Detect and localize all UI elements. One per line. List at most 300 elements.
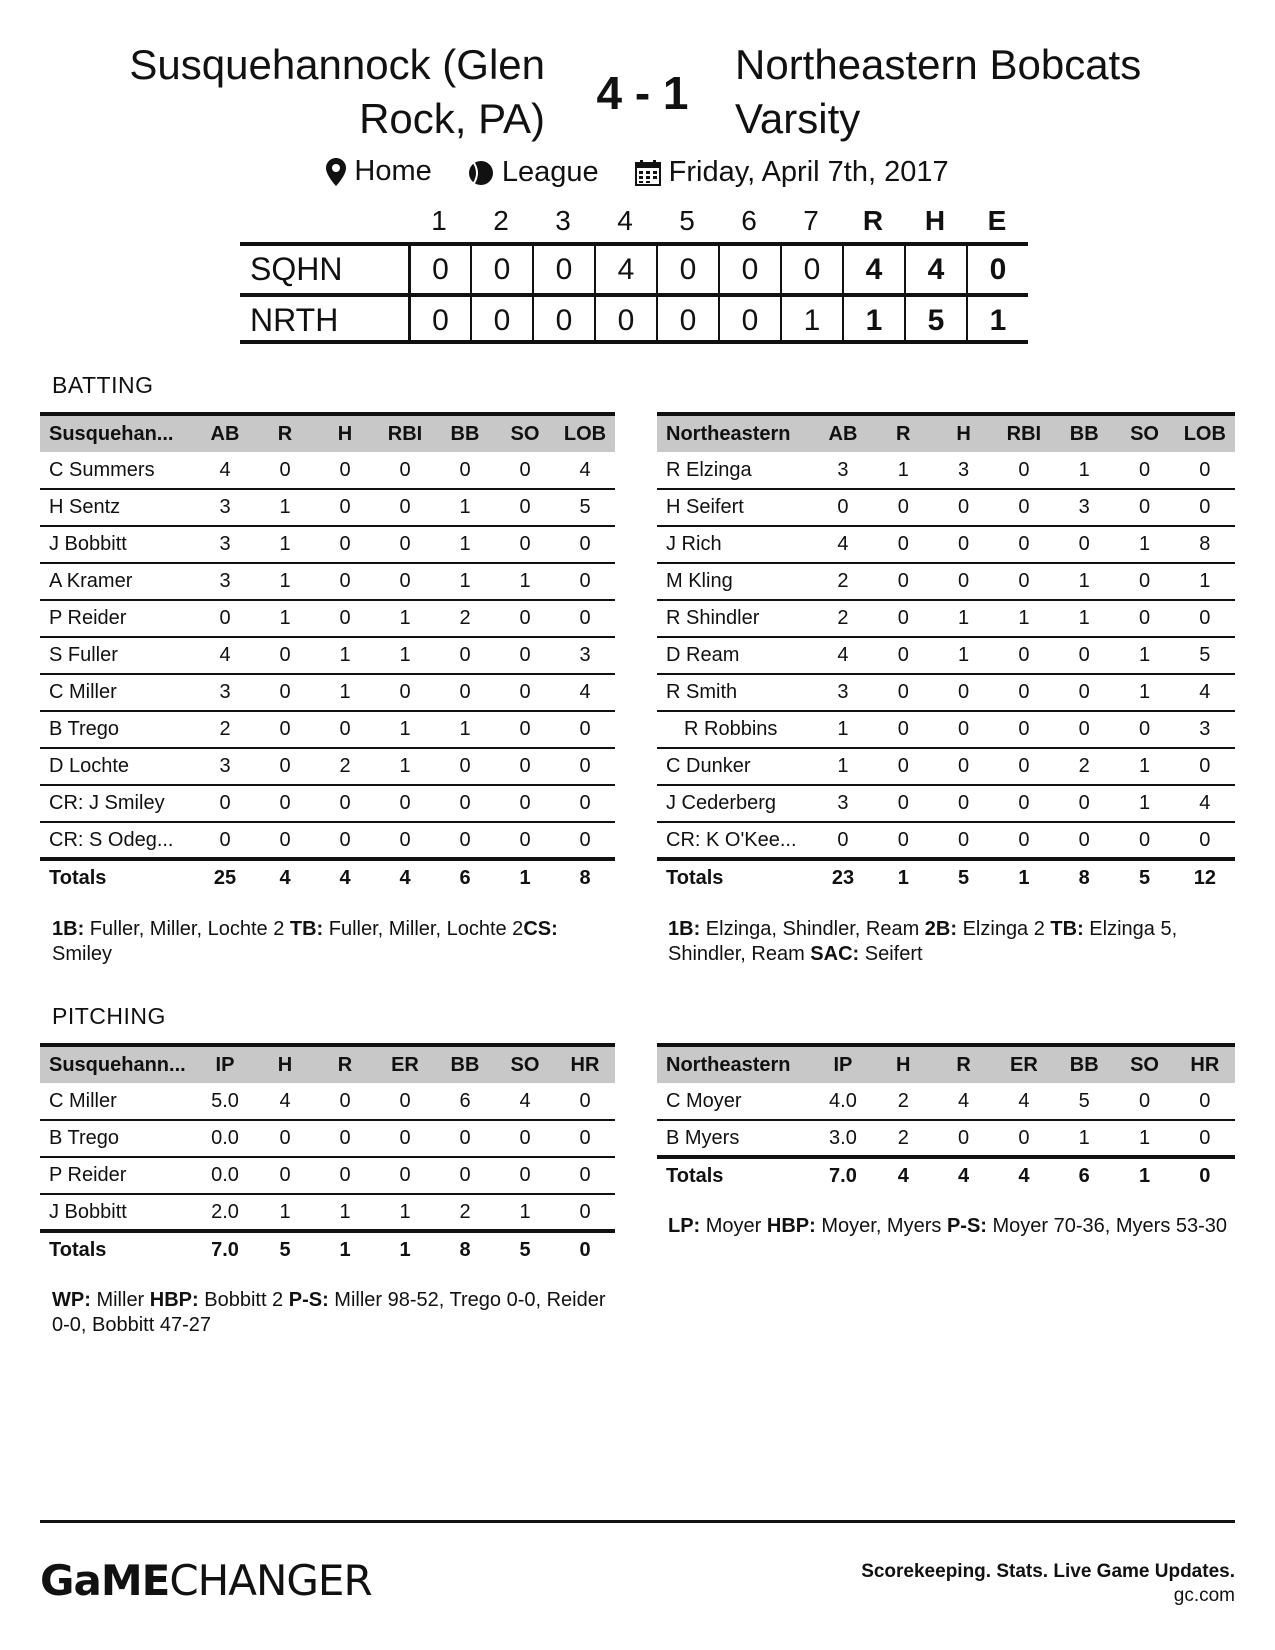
table-header-row — [40, 414, 615, 452]
note-label: SAC: — [810, 943, 860, 965]
errors-header: E — [987, 205, 1007, 236]
stat-cell: 0 — [994, 1120, 1054, 1157]
stat-cell: 0 — [1054, 711, 1114, 748]
stat-cell: 4 — [195, 452, 255, 489]
inning-header: 1 — [431, 205, 447, 236]
game-meta — [0, 155, 1275, 194]
stat-column-header: LOB — [555, 414, 615, 452]
stat-cell: 1 — [255, 489, 315, 526]
note-text: Moyer — [700, 1215, 767, 1237]
total-cell: 1 — [315, 1231, 375, 1268]
total-cell: 5 — [495, 1231, 555, 1268]
table-header-row — [657, 414, 1235, 452]
stat-column-header: LOB — [1175, 414, 1235, 452]
errors-total: 1 — [966, 297, 1028, 340]
stat-column-header: HR — [555, 1045, 615, 1083]
stat-cell: 0 — [495, 526, 555, 563]
stat-cell: 3 — [195, 748, 255, 785]
note-label: CS: — [523, 918, 558, 940]
stat-cell: 0 — [555, 785, 615, 822]
runs-total: 4 — [842, 246, 904, 293]
stat-cell: 2 — [813, 563, 873, 600]
stat-cell: 0 — [933, 489, 993, 526]
baseball-icon — [468, 160, 494, 186]
player-row — [40, 1083, 615, 1120]
stat-cell: 1 — [1114, 526, 1174, 563]
stat-cell: 0 — [315, 1157, 375, 1194]
player-row — [40, 711, 615, 748]
total-cell: 4 — [994, 1157, 1054, 1194]
stat-cell: 3 — [1054, 489, 1114, 526]
stat-cell: 0 — [1175, 600, 1235, 637]
total-cell: 4 — [933, 1157, 993, 1194]
totals-row — [657, 859, 1235, 896]
stat-cell: 0 — [873, 822, 933, 859]
stat-cell: 0 — [495, 452, 555, 489]
note-text: Moyer 70-36, Myers 53-30 — [986, 1215, 1228, 1237]
stat-cell: 0 — [813, 489, 873, 526]
player-name: C Moyer — [657, 1083, 813, 1120]
stat-cell: 0 — [933, 1120, 993, 1157]
stat-column-header: BB — [435, 414, 495, 452]
stat-cell: 2 — [873, 1083, 933, 1120]
total-cell: 0 — [555, 1231, 615, 1268]
player-row — [657, 674, 1235, 711]
stat-cell: 0 — [873, 526, 933, 563]
player-name: R Robbins — [657, 711, 813, 748]
pitching-notes-home — [668, 1214, 1233, 1239]
note-text: Moyer, Myers — [815, 1215, 947, 1237]
stat-cell: 0 — [375, 1120, 435, 1157]
stat-cell: 0 — [994, 785, 1054, 822]
stat-column-header: ER — [994, 1045, 1054, 1083]
player-row — [657, 1083, 1235, 1120]
total-cell: 8 — [1054, 859, 1114, 896]
stat-cell: 1 — [495, 1194, 555, 1231]
total-cell: 4 — [255, 859, 315, 896]
team-column-header: Susquehan... — [40, 414, 195, 452]
batting-notes-away — [52, 917, 612, 967]
stat-column-header: R — [933, 1045, 993, 1083]
stat-cell: 0 — [555, 1194, 615, 1231]
stat-cell: 1 — [375, 748, 435, 785]
note-label: HBP: — [149, 1289, 199, 1311]
stat-cell: 0 — [994, 822, 1054, 859]
stat-cell: 0 — [555, 600, 615, 637]
stat-cell: 3 — [195, 563, 255, 600]
stat-cell: 0 — [1175, 452, 1235, 489]
team-abbr: NRTH — [250, 302, 339, 338]
stat-cell: 0 — [873, 748, 933, 785]
player-row — [40, 489, 615, 526]
player-row — [657, 526, 1235, 563]
stat-cell: 1 — [375, 711, 435, 748]
player-name: CR: J Smiley — [40, 785, 195, 822]
date-info: Friday, April 7th, 2017 — [635, 156, 949, 189]
stat-cell: 0 — [495, 711, 555, 748]
table-header-row — [657, 1045, 1235, 1083]
stat-cell: 2 — [195, 711, 255, 748]
batting-table-away — [40, 412, 615, 896]
player-row — [40, 785, 615, 822]
stat-cell: 1 — [435, 489, 495, 526]
errors-total: 0 — [966, 246, 1028, 293]
stat-column-header: H — [873, 1045, 933, 1083]
stat-column-header: R — [255, 414, 315, 452]
total-cell: 8 — [555, 859, 615, 896]
stat-cell: 0 — [435, 452, 495, 489]
note-label: P-S: — [946, 1215, 987, 1237]
table-header-row — [40, 1045, 615, 1083]
stat-cell: 1 — [435, 563, 495, 600]
stat-column-header: RBI — [375, 414, 435, 452]
stat-column-header: RBI — [994, 414, 1054, 452]
note-label: 2B: — [924, 918, 958, 940]
stat-cell: 0 — [1054, 637, 1114, 674]
stat-cell: 1 — [495, 563, 555, 600]
player-row — [40, 674, 615, 711]
hits-total: 4 — [904, 246, 966, 293]
batting-title: BATTING — [52, 372, 154, 398]
stat-column-header: BB — [1054, 1045, 1114, 1083]
stat-cell: 0 — [1114, 489, 1174, 526]
stat-cell: 3.0 — [813, 1120, 873, 1157]
stat-cell: 0 — [435, 748, 495, 785]
stat-cell: 0 — [994, 637, 1054, 674]
hits-header: H — [924, 205, 946, 236]
total-cell: 4 — [873, 1157, 933, 1194]
totals-label: Totals — [657, 1157, 813, 1194]
runs-header: R — [862, 205, 884, 236]
stat-cell: 0 — [933, 748, 993, 785]
team-column-header: Susquehann... — [40, 1045, 195, 1083]
stat-cell: 0 — [994, 748, 1054, 785]
player-row — [40, 526, 615, 563]
stat-cell: 0 — [1175, 489, 1235, 526]
stat-cell: 0 — [255, 711, 315, 748]
stat-cell: 0 — [375, 452, 435, 489]
stat-cell: 0 — [255, 452, 315, 489]
stat-cell: 0 — [255, 1120, 315, 1157]
note-label: WP: — [52, 1289, 91, 1311]
player-name: H Seifert — [657, 489, 813, 526]
stat-cell: 0 — [375, 526, 435, 563]
stat-cell: 0 — [315, 822, 375, 859]
player-row — [657, 1120, 1235, 1157]
stat-cell: 0 — [555, 822, 615, 859]
pitching-notes-away — [52, 1288, 622, 1338]
stat-cell: 1 — [813, 748, 873, 785]
stat-cell: 0 — [1054, 674, 1114, 711]
total-cell: 1 — [495, 859, 555, 896]
hits-total: 5 — [904, 297, 966, 340]
total-cell: 12 — [1175, 859, 1235, 896]
stat-column-header: R — [873, 414, 933, 452]
stat-cell: 0 — [255, 674, 315, 711]
stat-cell: 0 — [315, 452, 375, 489]
stat-cell: 2 — [873, 1120, 933, 1157]
stat-cell: 1 — [1054, 452, 1114, 489]
stat-cell: 0 — [1114, 600, 1174, 637]
player-row — [657, 822, 1235, 859]
totals-label: Totals — [657, 859, 813, 896]
player-name: D Ream — [657, 637, 813, 674]
stat-column-header: BB — [1054, 414, 1114, 452]
game-header — [0, 38, 1275, 148]
batting-notes-home — [668, 917, 1233, 967]
total-cell: 6 — [435, 859, 495, 896]
player-name: C Miller — [40, 674, 195, 711]
player-name: CR: S Odeg... — [40, 822, 195, 859]
stat-column-header: HR — [1175, 1045, 1235, 1083]
stat-cell: 1 — [375, 637, 435, 674]
player-name: B Trego — [40, 1120, 195, 1157]
stat-cell: 0 — [495, 785, 555, 822]
stat-cell: 5 — [1054, 1083, 1114, 1120]
stat-cell: 1 — [1054, 600, 1114, 637]
stat-cell: 1 — [315, 637, 375, 674]
player-row — [40, 637, 615, 674]
final-score: 4 - 1 — [596, 67, 689, 119]
total-cell: 5 — [933, 859, 993, 896]
stat-cell: 1 — [435, 526, 495, 563]
stat-cell: 1 — [1114, 1120, 1174, 1157]
player-row — [40, 1194, 615, 1231]
stat-cell: 1 — [255, 526, 315, 563]
stat-cell: 1 — [255, 563, 315, 600]
stat-cell: 1 — [315, 1194, 375, 1231]
note-text: Elzinga 2 — [957, 918, 1051, 940]
player-name: D Lochte — [40, 748, 195, 785]
stat-cell: 4 — [255, 1083, 315, 1120]
stat-cell: 2 — [315, 748, 375, 785]
player-row — [40, 822, 615, 859]
stat-cell: 4 — [813, 637, 873, 674]
totals-label: Totals — [40, 1231, 195, 1268]
pitching-table-away — [40, 1043, 615, 1268]
note-text: Fuller, Miller, Lochte 2 — [84, 918, 290, 940]
stat-cell: 1 — [375, 1194, 435, 1231]
player-name: P Reider — [40, 1157, 195, 1194]
total-cell: 1 — [1114, 1157, 1174, 1194]
stat-cell: 0 — [1114, 563, 1174, 600]
note-text: Miller 98-52, Trego 0-0, Reider 0-0, Bobbitt 47-27 — [52, 1289, 606, 1336]
stat-cell: 0 — [1175, 1083, 1235, 1120]
player-row — [40, 1157, 615, 1194]
note-label: LP: — [668, 1215, 701, 1237]
stat-cell: 0 — [873, 489, 933, 526]
player-name: C Summers — [40, 452, 195, 489]
stat-cell: 0 — [994, 452, 1054, 489]
player-name: B Myers — [657, 1120, 813, 1157]
stat-cell: 0 — [873, 674, 933, 711]
stat-cell: 3 — [195, 526, 255, 563]
stat-cell: 0 — [555, 1157, 615, 1194]
batting-table-home — [657, 412, 1235, 896]
stat-column-header: H — [933, 414, 993, 452]
stat-cell: 0.0 — [195, 1120, 255, 1157]
stat-cell: 0 — [195, 785, 255, 822]
stat-cell: 0 — [495, 600, 555, 637]
location-pin-icon — [326, 158, 346, 186]
stat-cell: 0 — [933, 822, 993, 859]
linescore-header — [240, 200, 1028, 242]
stat-column-header: AB — [195, 414, 255, 452]
player-row — [40, 600, 615, 637]
stat-cell: 0 — [195, 822, 255, 859]
player-name: C Dunker — [657, 748, 813, 785]
inning-header: 6 — [741, 205, 757, 236]
stat-column-header: H — [315, 414, 375, 452]
stat-cell: 0 — [495, 748, 555, 785]
stat-cell: 0 — [375, 489, 435, 526]
stat-cell: 0 — [933, 563, 993, 600]
player-name: R Smith — [657, 674, 813, 711]
footer-tagline: Scorekeeping. Stats. Live Game Updates. gc.com — [861, 1561, 1235, 1606]
inning-header: 3 — [555, 205, 571, 236]
totals-row — [657, 1157, 1235, 1194]
stat-cell: 1 — [1054, 563, 1114, 600]
stat-cell: 0 — [994, 563, 1054, 600]
player-row — [657, 748, 1235, 785]
stat-cell: 1 — [933, 637, 993, 674]
stat-cell: 4 — [555, 674, 615, 711]
linescore-row-home: NRTH 0 0 0 0 0 0 1 1 5 1 — [240, 293, 1028, 344]
stat-cell: 8 — [1175, 526, 1235, 563]
total-cell: 6 — [1054, 1157, 1114, 1194]
player-name: J Bobbitt — [40, 526, 195, 563]
stat-cell: 1 — [1114, 637, 1174, 674]
stat-column-header: IP — [813, 1045, 873, 1083]
note-label: P-S: — [288, 1289, 329, 1311]
stat-cell: 0 — [495, 674, 555, 711]
stat-cell: 0 — [1175, 822, 1235, 859]
pitching-table-home — [657, 1043, 1235, 1194]
stat-cell: 4 — [933, 1083, 993, 1120]
stat-cell: 2 — [813, 600, 873, 637]
stat-cell: 3 — [555, 637, 615, 674]
stat-cell: 4 — [813, 526, 873, 563]
inning-header: 5 — [679, 205, 695, 236]
total-cell: 7.0 — [195, 1231, 255, 1268]
player-name: H Sentz — [40, 489, 195, 526]
stat-cell: 0 — [555, 563, 615, 600]
stat-cell: 1 — [255, 600, 315, 637]
stat-cell: 4 — [1175, 674, 1235, 711]
runs-total: 1 — [842, 297, 904, 340]
stat-cell: 6 — [435, 1083, 495, 1120]
stat-cell: 0 — [315, 526, 375, 563]
stat-cell: 0 — [195, 600, 255, 637]
stat-cell: 3 — [195, 674, 255, 711]
note-label: TB: — [1050, 918, 1084, 940]
stat-column-header: BB — [435, 1045, 495, 1083]
stat-cell: 3 — [813, 452, 873, 489]
stat-cell: 0 — [555, 711, 615, 748]
stat-cell: 1 — [435, 711, 495, 748]
stat-cell: 0 — [555, 1083, 615, 1120]
total-cell: 8 — [435, 1231, 495, 1268]
stat-cell: 0 — [315, 1083, 375, 1120]
stat-cell: 0 — [873, 711, 933, 748]
stat-cell: 4 — [555, 452, 615, 489]
player-name: J Rich — [657, 526, 813, 563]
total-cell: 7.0 — [813, 1157, 873, 1194]
stat-cell: 0 — [1114, 711, 1174, 748]
stat-column-header: SO — [1114, 414, 1174, 452]
stat-cell: 1 — [255, 1194, 315, 1231]
player-name: B Trego — [40, 711, 195, 748]
stat-cell: 0 — [1054, 822, 1114, 859]
total-cell: 23 — [813, 859, 873, 896]
note-label: HBP: — [766, 1215, 816, 1237]
stat-cell: 0 — [255, 785, 315, 822]
total-cell: 0 — [1175, 1157, 1235, 1194]
stat-cell: 0 — [933, 785, 993, 822]
stat-cell: 0 — [813, 822, 873, 859]
stat-cell: 0 — [375, 785, 435, 822]
stat-cell: 0 — [315, 489, 375, 526]
stat-cell: 3 — [813, 674, 873, 711]
home-team-name: Northeastern Bobcats Varsity — [735, 41, 1142, 142]
stat-cell: 0 — [375, 1157, 435, 1194]
linescore — [240, 200, 1028, 344]
stat-cell: 0 — [1114, 452, 1174, 489]
footer-divider — [40, 1520, 1235, 1523]
total-cell: 4 — [375, 859, 435, 896]
stat-cell: 1 — [813, 711, 873, 748]
stat-cell: 1 — [1114, 748, 1174, 785]
stat-cell: 0 — [1175, 1120, 1235, 1157]
player-row — [40, 452, 615, 489]
stat-cell: 0 — [315, 1120, 375, 1157]
stat-cell: 0 — [994, 526, 1054, 563]
note-text: Seifert — [859, 943, 923, 965]
stat-cell: 0 — [315, 563, 375, 600]
stat-cell: 0 — [435, 1120, 495, 1157]
stat-cell: 0 — [255, 637, 315, 674]
stat-cell: 0 — [495, 822, 555, 859]
stat-cell: 0 — [555, 748, 615, 785]
pitching-title: PITCHING — [52, 1003, 166, 1029]
stat-column-header: AB — [813, 414, 873, 452]
stat-cell: 0 — [933, 526, 993, 563]
stat-cell: 0 — [435, 1157, 495, 1194]
stat-cell: 0 — [555, 526, 615, 563]
stat-column-header: H — [255, 1045, 315, 1083]
note-text: Fuller, Miller, Lochte 2 — [323, 918, 524, 940]
player-row — [657, 489, 1235, 526]
player-row — [657, 637, 1235, 674]
team-column-header: Northeastern — [657, 414, 813, 452]
location-info: Home — [326, 155, 431, 188]
stat-cell: 4.0 — [813, 1083, 873, 1120]
stat-cell: 0 — [435, 674, 495, 711]
inning-header: 2 — [493, 205, 509, 236]
player-name: M Kling — [657, 563, 813, 600]
stat-cell: 3 — [813, 785, 873, 822]
team-abbr: SQHN — [250, 251, 343, 287]
stat-cell: 3 — [933, 452, 993, 489]
stat-cell: 0 — [435, 822, 495, 859]
stat-cell: 0 — [873, 785, 933, 822]
stat-cell: 0 — [435, 637, 495, 674]
stat-cell: 0 — [315, 711, 375, 748]
stat-cell: 5 — [1175, 637, 1235, 674]
stat-cell: 1 — [1114, 785, 1174, 822]
stat-column-header: SO — [1114, 1045, 1174, 1083]
stat-cell: 1 — [1114, 674, 1174, 711]
